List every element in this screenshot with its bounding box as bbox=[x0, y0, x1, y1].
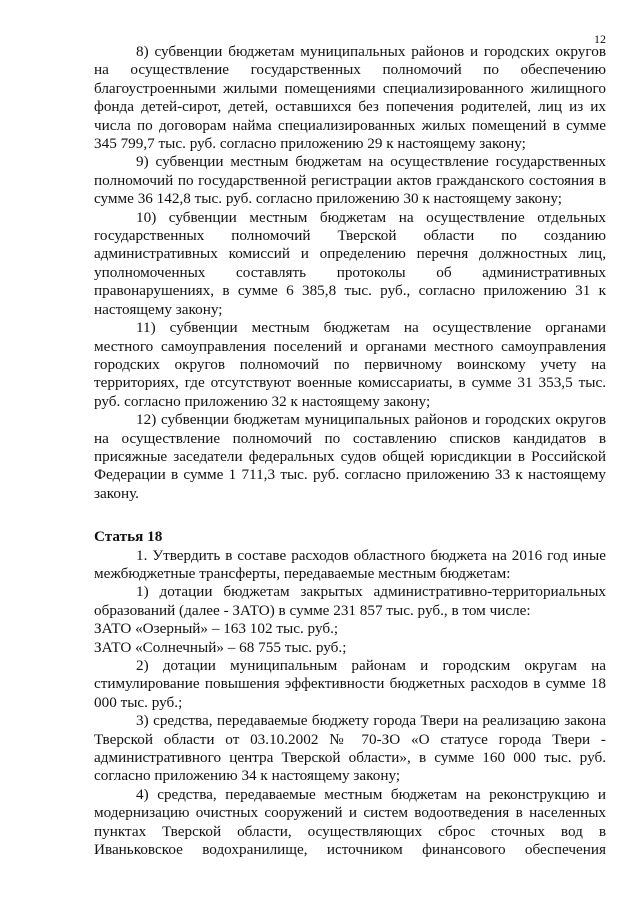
paragraph-item-11: 11) субвенции местным бюджетам на осуществление органами местного самоуправления поселений и органами местного самоуправления городских округов полномочий по первичному воинскому учету на территориях, где отсутствуют военные комиссариаты, в сумме 31 353,5 тыс. руб. согласно приложению 32 к настоящему закону; bbox=[94, 319, 606, 410]
article-subitem-1: 1) дотации бюджетам закрытых административно-территориальных образований (далее - ЗАТО) в сумме 231 857 тыс. руб., в том числе: bbox=[94, 583, 606, 619]
document-body bbox=[94, 43, 606, 859]
paragraph-item-10: 10) субвенции местным бюджетам на осуществление отдельных государственных полномочий Тверской области по созданию административных комиссий и определению перечня должностных лиц, уполномоченных составлять протоколы об административных правонарушениях, в сумме 6 385,8 тыс. руб., согласно приложению 31 к настоящему закону; bbox=[94, 208, 606, 318]
zato-solnechny-line: ЗАТО «Солнечный» – 68 755 тыс. руб.; bbox=[94, 638, 347, 656]
paragraph-item-12: 12) субвенции бюджетам муниципальных районов и городских округов на осуществление полномочий по составлению списков кандидатов в присяжные заседатели федеральных судов общей юрисдикции в Российской Федерации в сумме 1 711,3 тыс. руб. согласно приложению 33 к настоящему закону. bbox=[94, 411, 606, 502]
zato-ozerny-line: ЗАТО «Озерный» – 163 102 тыс. руб.; bbox=[94, 620, 339, 638]
page-number: 12 bbox=[594, 32, 606, 46]
article-subitem-4: 4) средства, передаваемые местным бюджетам на реконструкцию и модернизацию очистных сооружений и систем водоотведения в населенных пунктах Тверской области, осуществляющих сброс сточных вод в Иваньковское водохранилище, источником финансового обеспечения bbox=[94, 785, 606, 859]
paragraph-item-8: 8) субвенции бюджетам муниципальных районов и городских округов на осуществление государственных полномочий по обеспечению благоустроенными жилыми помещениями специализированного жилищного фонда детей-сирот, детей, оставшихся без попечения родителей, лиц из их числа по договорам найма специализированных жилых помещений в сумме 345 799,7 тыс. руб. согласно приложению 29 к настоящему закону; bbox=[94, 43, 606, 153]
article-subitem-3: 3) средства, передаваемые бюджету города Твери на реализацию закона Тверской области от 03.10.2002 № 70-ЗО «О статусе города Твери - административного центра Тверской области», в сумме 160 000 тыс. руб. согласно приложению 34 к настоящему закону; bbox=[94, 712, 606, 785]
article-heading: Статья 18 bbox=[94, 528, 163, 546]
paragraph-item-9: 9) субвенции местным бюджетам на осуществление государственных полномочий по государственной регистрации актов гражданского состояния в сумме 36 142,8 тыс. руб. согласно приложению 30 к настоящему закону; bbox=[94, 153, 606, 208]
article-subitem-2: 2) дотации муниципальным районам и городским округам на стимулирование повышения эффективности бюджетных расходов в сумме 18 000 тыс. руб.; bbox=[94, 657, 606, 711]
article-paragraph-1: 1. Утвердить в составе расходов областного бюджета на 2016 год иные межбюджетные трансферты, передаваемые местным бюджетам: bbox=[94, 546, 606, 582]
